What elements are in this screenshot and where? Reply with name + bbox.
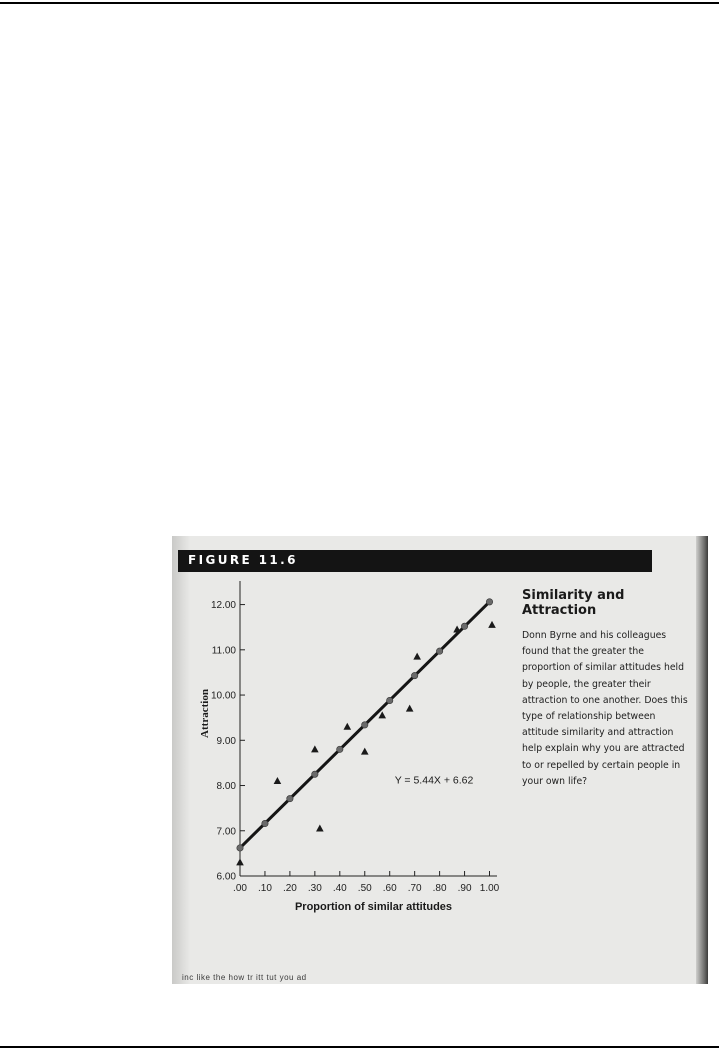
triangle-point bbox=[361, 748, 369, 755]
triangle-point bbox=[236, 858, 244, 865]
chart-marks bbox=[236, 599, 496, 866]
x-tick-label: .10 bbox=[257, 883, 272, 894]
circle-point bbox=[312, 771, 318, 777]
y-tick-label: 10.00 bbox=[210, 690, 236, 702]
circle-point bbox=[436, 648, 442, 654]
triangle-point bbox=[274, 777, 282, 784]
y-tick-label: 9.00 bbox=[216, 735, 236, 747]
x-axis-label: Proportion of similar attitudes bbox=[294, 901, 453, 913]
y-tick-label: 11.00 bbox=[211, 645, 236, 657]
x-tick-label: .70 bbox=[407, 883, 422, 894]
triangle-point bbox=[413, 653, 421, 660]
caption-body: Donn Byrne and his colleagues found that the greater the proportion of similar attitudes held by people, the greater their attraction to one another. Does this type of relationship between attitude similarity and attraction help explain why you are attracted to or repelled by certain people in your own life? bbox=[522, 630, 688, 787]
triangle-point bbox=[488, 621, 496, 628]
y-tick-label: 7.00 bbox=[216, 826, 236, 838]
triangle-point bbox=[406, 705, 414, 712]
top-rule bbox=[0, 2, 719, 4]
x-tick-label: .20 bbox=[282, 883, 297, 894]
scanned-figure bbox=[172, 536, 708, 984]
triangle-point bbox=[316, 825, 324, 832]
circle-point bbox=[337, 746, 343, 752]
x-tick-label: .50 bbox=[357, 883, 372, 894]
x-tick-label: .90 bbox=[457, 883, 472, 894]
circle-point bbox=[237, 845, 243, 851]
circle-point bbox=[387, 697, 393, 703]
x-tick-label: .40 bbox=[332, 883, 347, 894]
circle-point bbox=[262, 820, 268, 826]
y-tick-label: 8.00 bbox=[216, 781, 236, 793]
y-axis-label: Attraction bbox=[199, 689, 211, 738]
triangle-point bbox=[311, 745, 319, 752]
x-tick-label: 1.00 bbox=[479, 883, 500, 894]
regression-equation: Y = 5.44X + 6.62 bbox=[394, 774, 474, 787]
triangle-point bbox=[343, 723, 351, 730]
x-tick-label: .60 bbox=[382, 883, 397, 894]
scan-page-edge bbox=[696, 536, 708, 984]
triangle-point bbox=[378, 711, 386, 718]
attraction-chart bbox=[172, 536, 512, 936]
figure-label: FIGURE 11.6 bbox=[188, 553, 298, 567]
y-tick-label: 6.00 bbox=[216, 871, 236, 883]
caption-title: Similarity and Attraction bbox=[522, 588, 625, 618]
circle-point bbox=[461, 623, 467, 629]
bottom-rule bbox=[0, 1046, 719, 1048]
circle-point bbox=[362, 722, 368, 728]
circle-point bbox=[411, 672, 417, 678]
triangle-point bbox=[453, 625, 461, 632]
x-tick-label: .00 bbox=[233, 883, 247, 894]
x-tick-label: .30 bbox=[307, 883, 322, 894]
circle-point bbox=[287, 795, 293, 801]
circle-point bbox=[486, 599, 492, 605]
y-tick-label: 12.00 bbox=[210, 600, 236, 612]
partial-body-text: inc like the how tr itt tut you ad bbox=[182, 973, 307, 982]
x-tick-label: .80 bbox=[432, 883, 447, 894]
